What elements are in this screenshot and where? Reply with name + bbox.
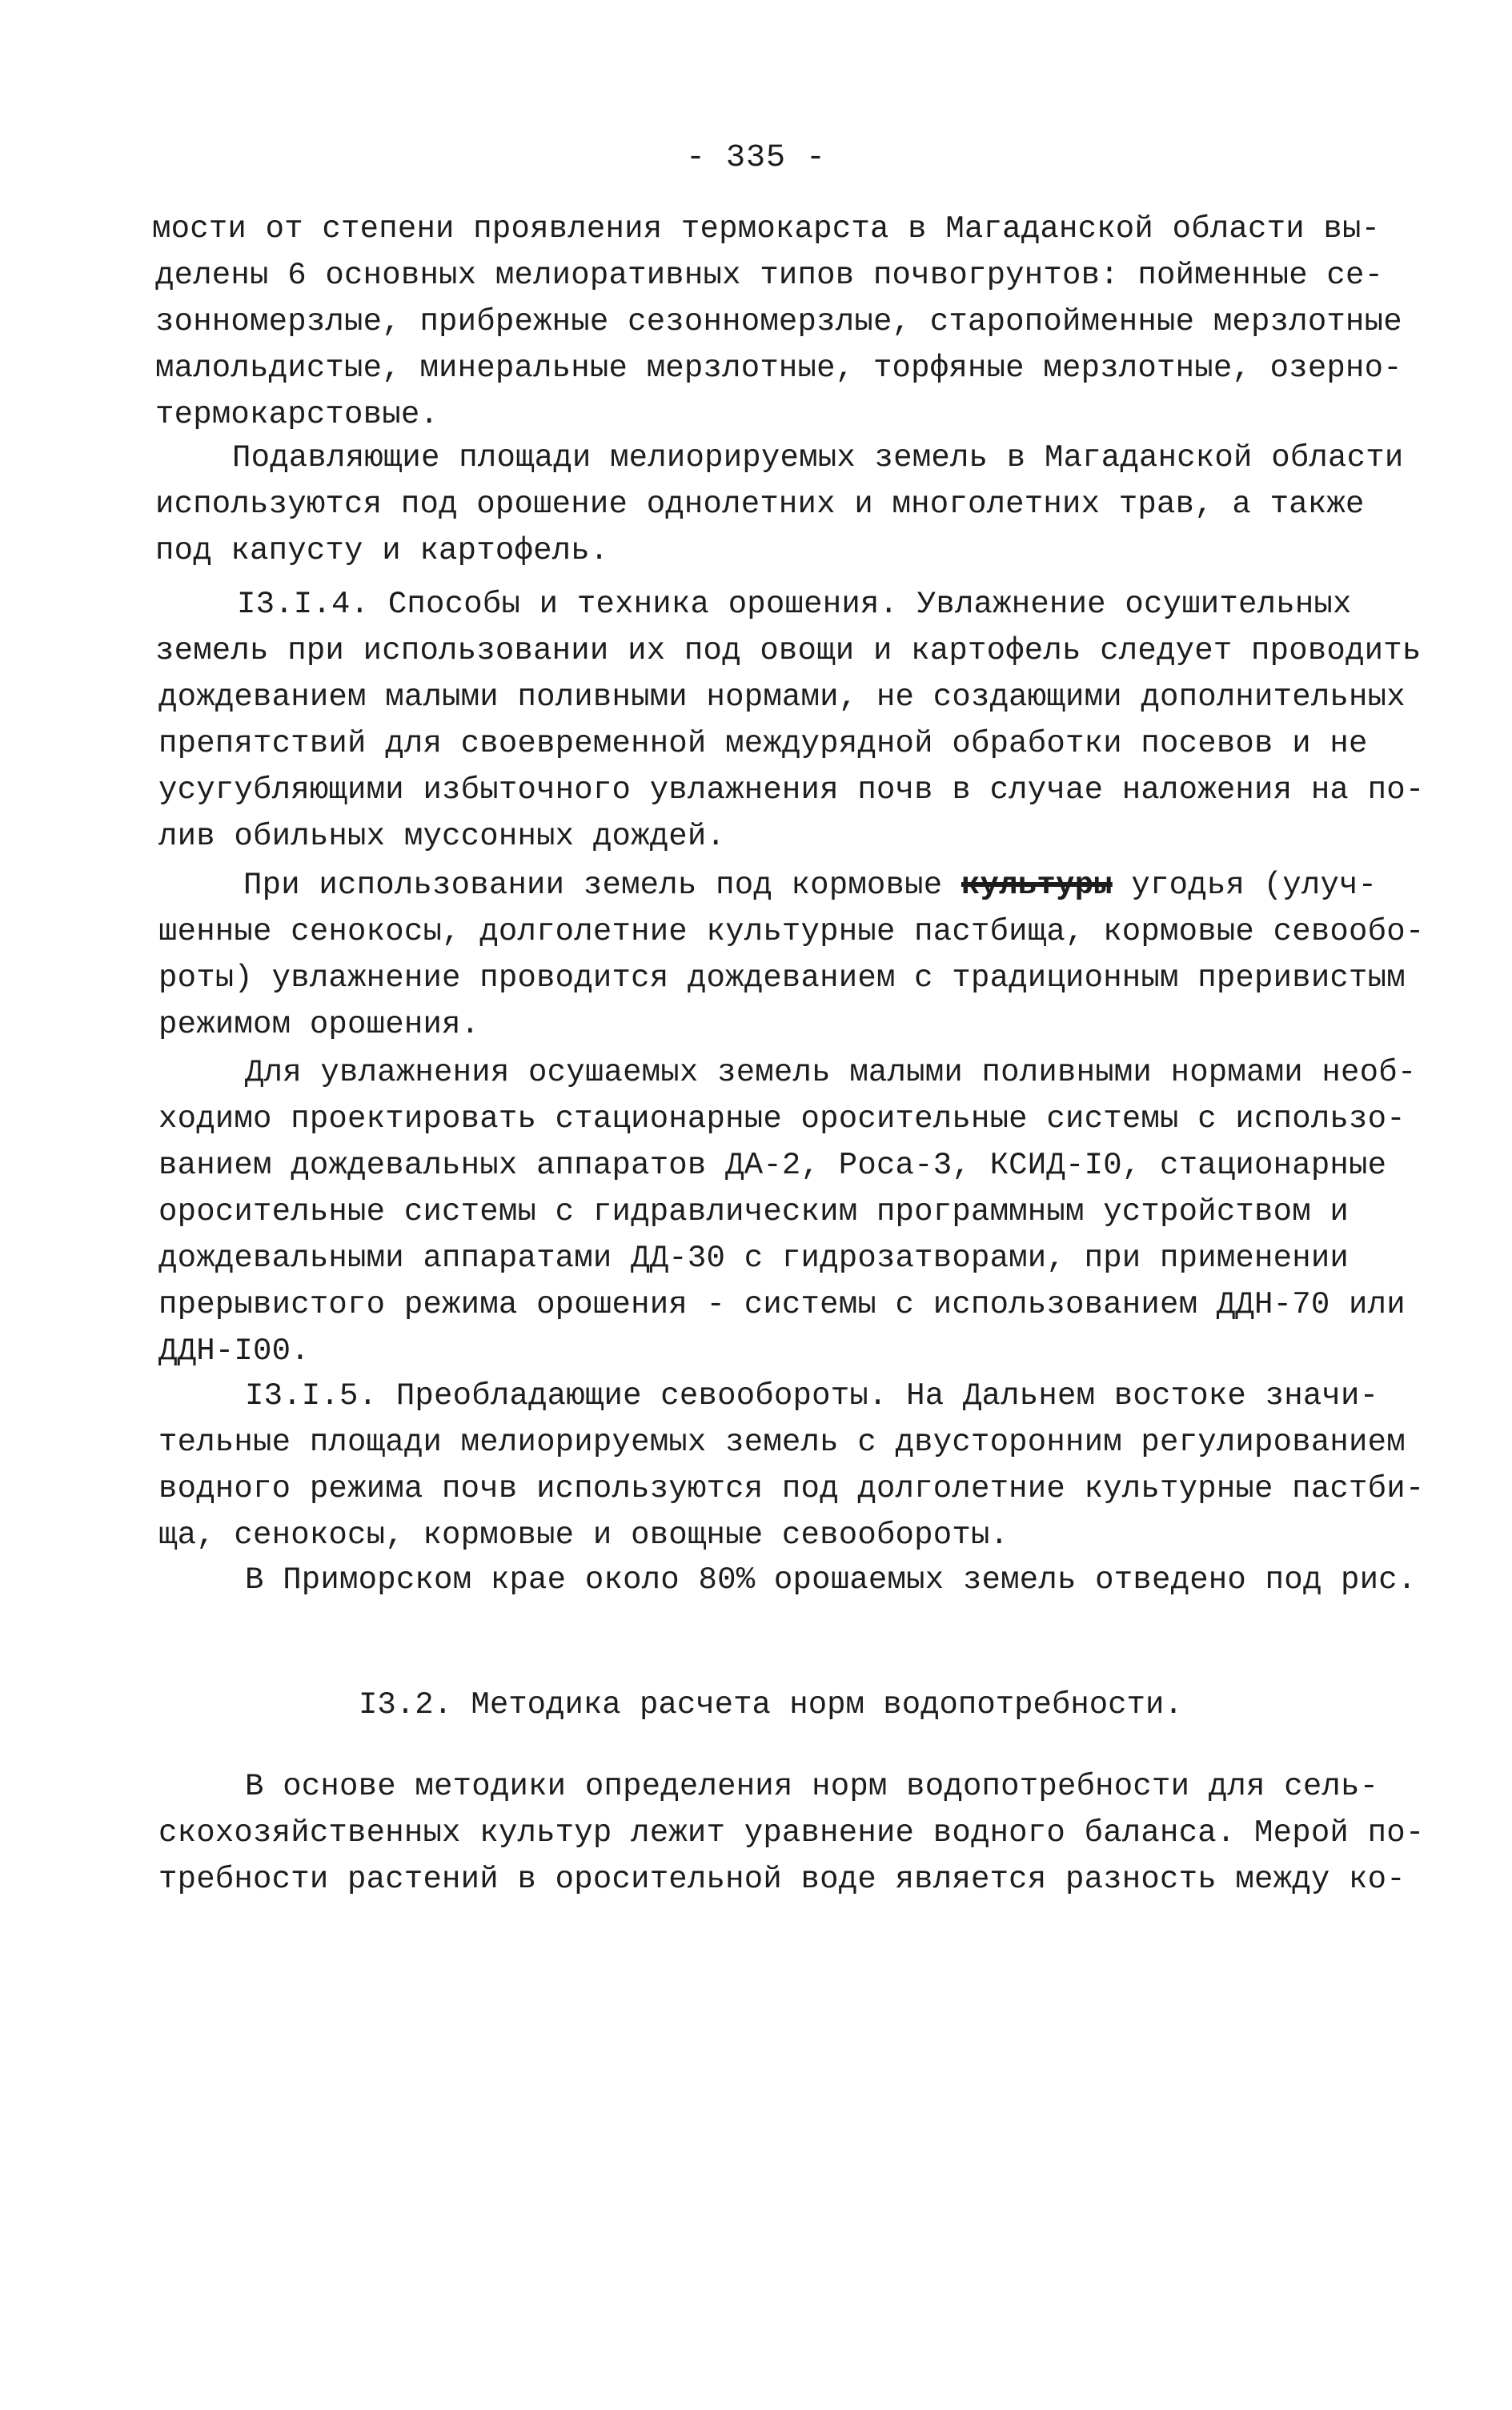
text-line: ща, сенокосы, кормовые и овощные севообороты. <box>158 1518 1009 1553</box>
text-segment: При использовании земель под кормовые <box>243 868 961 903</box>
text-line: термокарстовые. <box>155 397 439 432</box>
section-heading: I3.2. Методика расчета норм водопотребности. <box>359 1687 1183 1722</box>
text-line: требности растений в оросительной воде является разность между ко- <box>158 1862 1406 1897</box>
text-line: используются под орошение однолетних и многолетних трав, а также <box>155 487 1365 522</box>
text-line: ДДН-I00. <box>158 1333 310 1369</box>
text-line: дождевальными аппаратами ДД-30 с гидрозатворами, при применении <box>158 1241 1350 1276</box>
text-line: лив обильных муссонных дождей. <box>158 819 726 854</box>
text-line: В основе методики определения норм водопотребности для сель- <box>245 1769 1379 1804</box>
text-line: усугубляющими избыточного увлажнения почв в случае наложения на по- <box>158 772 1425 808</box>
text-line: мости от степени проявления термокарста в Магаданской области вы- <box>152 211 1381 247</box>
text-line: I3.I.5. Преобладающие севообороты. На Дальнем востоке значи- <box>245 1378 1379 1414</box>
text-line: Подавляющие площади мелиорируемых земель в Магаданской области <box>232 440 1404 475</box>
text-line: тельные площади мелиорируемых земель с двусторонним регулированием <box>158 1425 1406 1460</box>
text-line: ходимо проектировать стационарные оросительные системы с использо- <box>158 1101 1406 1137</box>
text-line: оросительные системы с гидравлическим программным устройством и <box>158 1194 1350 1229</box>
text-line: скохозяйственных культур лежит уравнение водного баланса. Мерой по- <box>158 1815 1425 1851</box>
text-line: ванием дождевальных аппаратов ДА-2, Роса-3, КСИД-I0, стационарные <box>158 1148 1387 1183</box>
struck-word: культуры <box>961 868 1113 903</box>
text-line: I3.I.4. Способы и техника орошения. Увлажнение осушительных <box>237 587 1352 622</box>
text-line: дождеванием малыми поливными нормами, не создающими дополнительных <box>158 680 1406 715</box>
text-line: режимом орошения. <box>158 1007 480 1042</box>
text-line: зонномерзлые, прибрежные сезонномерзлые, старопойменные мерзлотные <box>155 304 1402 339</box>
text-line: водного режима почв используются под долголетние культурные пастби- <box>158 1471 1425 1506</box>
text-line: делены 6 основных мелиоративных типов почвогрунтов: пойменные се- <box>155 258 1384 293</box>
text-line: малольдистые, минеральные мерзлотные, торфяные мерзлотные, озерно- <box>155 351 1402 386</box>
text-line: под капусту и картофель. <box>155 533 609 568</box>
text-line: препятствий для своевременной междурядной обработки посевов и не <box>158 726 1368 761</box>
text-line: Для увлажнения осушаемых земель малыми поливными нормами необ- <box>245 1055 1417 1090</box>
text-line <box>243 861 1377 909</box>
text-line: шенные сенокосы, долголетние культурные пастбища, кормовые севообо- <box>158 914 1425 949</box>
text-line: прерывистого режима орошения - системы с использованием ДДН-70 или <box>158 1287 1406 1322</box>
text-segment: угодья (улуч- <box>1112 868 1378 903</box>
text-line: земель при использовании их под овощи и картофель следует проводить <box>155 633 1422 668</box>
text-line: роты) увлажнение проводится дождеванием с традиционным преривистым <box>158 960 1406 996</box>
page-number: - 335 - <box>685 140 827 176</box>
text-line: В Приморском крае около 80% орошаемых земель отведено под рис. <box>245 1562 1417 1598</box>
